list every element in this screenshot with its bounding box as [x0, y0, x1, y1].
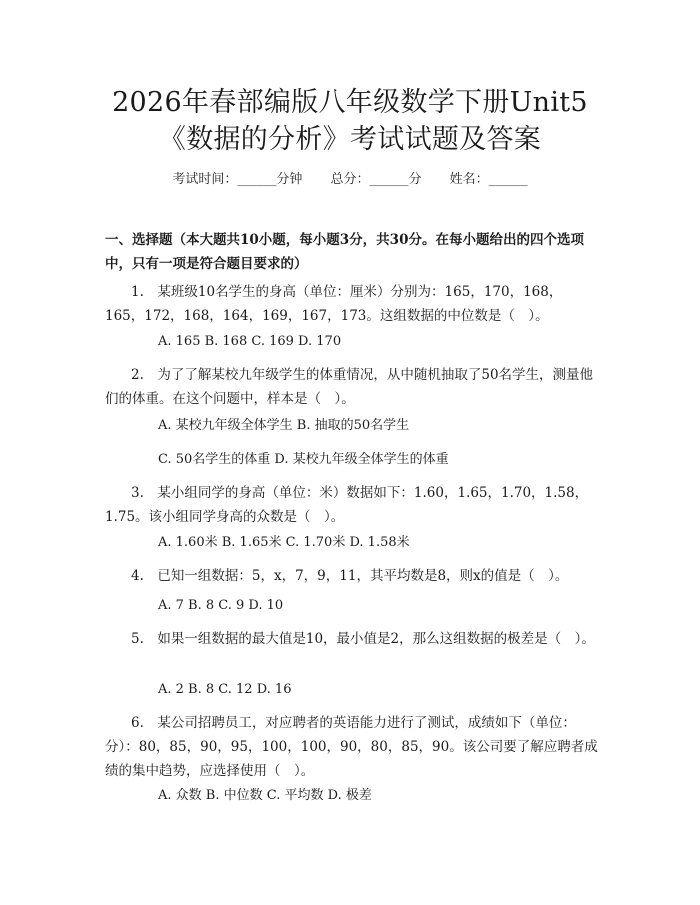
section-heading: 一、选择题（本大题共10小题，每小题3分，共30分。在每小题给出的四个选项中，只有一项是符合题目要求的）	[105, 232, 584, 272]
exam-score: 总分：______分	[330, 172, 422, 187]
exam-time: 考试时间：______分钟	[172, 172, 303, 187]
question-3-stem: 3. 某小组同学的身高（单位：米）数据如下：1.60，1.65，1.70，1.58，1.75。该小组同学身高的众数是（ ）。	[105, 485, 589, 525]
question-6-options: A. 众数 B. 中位数 C. 平均数 D. 极差	[158, 788, 372, 803]
question-5-options: A. 2 B. 8 C. 12 D. 16	[158, 682, 292, 697]
question-2-stem: 2. 为了了解某校九年级学生的体重情况，从中随机抽取了50名学生，测量他们的体重。在这个问题中，样本是（ ）。	[105, 367, 594, 407]
document-title: 2026年春部编版八年级数学下册Unit5《数据的分析》考试试题及答案	[112, 87, 588, 155]
question-1-options: A. 165 B. 168 C. 169 D. 170	[158, 334, 342, 349]
question-5-stem: 5. 如果一组数据的最大值是10，最小值是2，那么这组数据的极差是（ ）。	[131, 631, 595, 647]
student-name: 姓名：______	[449, 172, 528, 187]
exam-meta	[0, 168, 700, 187]
question-4-stem: 4. 已知一组数据：5，x，7，9，11，其平均数是8，则x的值是（ ）。	[131, 568, 569, 584]
question-1-stem: 1. 某班级10名学生的身高（单位：厘米）分别为：165，170，168，165，172，168，164，169，167，173。这组数据的中位数是（ ）。	[105, 284, 563, 324]
question-2-options-line-2: C. 50名学生的体重 D. 某校九年级全体学生的体重	[158, 452, 449, 467]
question-4-options: A. 7 B. 8 C. 9 D. 10	[158, 598, 284, 613]
question-3-options: A. 1.60米 B. 1.65米 C. 1.70米 D. 1.58米	[158, 535, 410, 550]
question-2-options-line-1: A. 某校九年级全体学生 B. 抽取的50名学生	[158, 418, 410, 433]
question-6-stem: 6. 某公司招聘员工，对应聘者的英语能力进行了测试，成绩如下（单位：分）：80，85，90，95，100，100，90，80，85，90。该公司要了解应聘者成绩的集中趋势，应选择使用（ ）。	[105, 715, 598, 779]
